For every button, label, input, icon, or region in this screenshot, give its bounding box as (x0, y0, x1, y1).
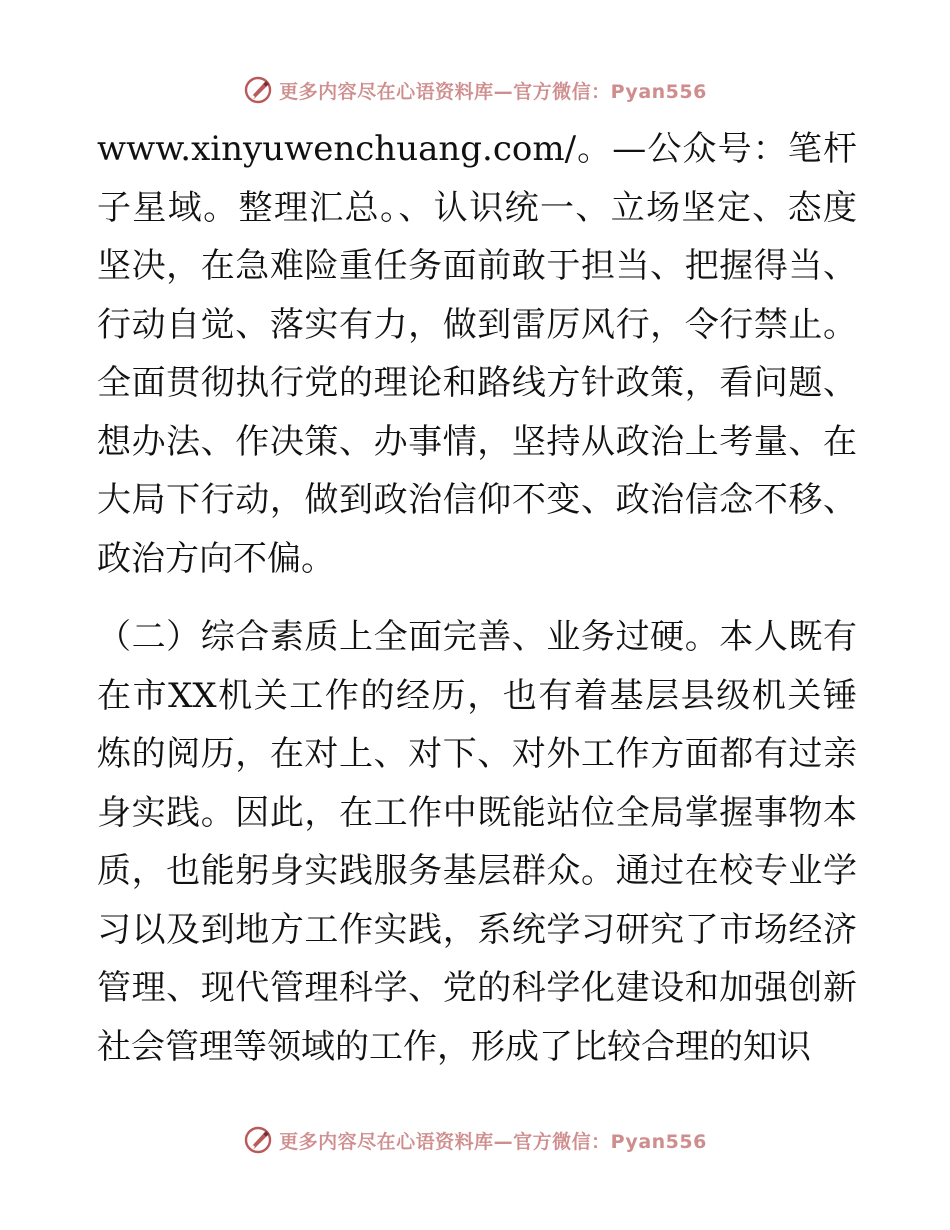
banner-text: 更多内容尽在心语资料库—官方微信：Pyan556 (279, 80, 707, 103)
banner-text: 更多内容尽在心语资料库—官方微信：Pyan556 (279, 1130, 707, 1153)
pen-logo-icon (243, 1125, 273, 1155)
document-body (97, 120, 857, 1076)
pen-logo-icon (243, 75, 273, 105)
paragraph: （二）综合素质上全面完善、业务过硬。本人既有在市XX机关工作的经历，也有着基层县级机关锤炼的阅历，在对上、对下、对外工作方面都有过亲身实践。因此，在工作中既能站位全局掌握事物本质，也能躬身实践服务基层群众。通过在校专业学习以及到地方工作实践，系统学习研究了市场经济管理、现代管理科学、党的科学化建设和加强创新社会管理等领域的工作，形成了比较合理的知识 (97, 617, 857, 1067)
paragraph: www.xinyuwenchuang.com/。—公众号：笔杆子星域。整理汇总。、认识统一、立场坚定、态度坚决，在急难险重任务面前敢于担当、把握得当、行动自觉、落实有力，做到雷厉风行，令行禁止。全面贯彻执行党的理论和路线方针政策，看问题、想办法、作决策、办事情，坚持从政治上考量、在大局下行动，做到政治信仰不变、政治信念不移、政治方向不偏。 (97, 129, 857, 579)
footer-banner (0, 1120, 950, 1160)
header-banner (0, 70, 950, 110)
